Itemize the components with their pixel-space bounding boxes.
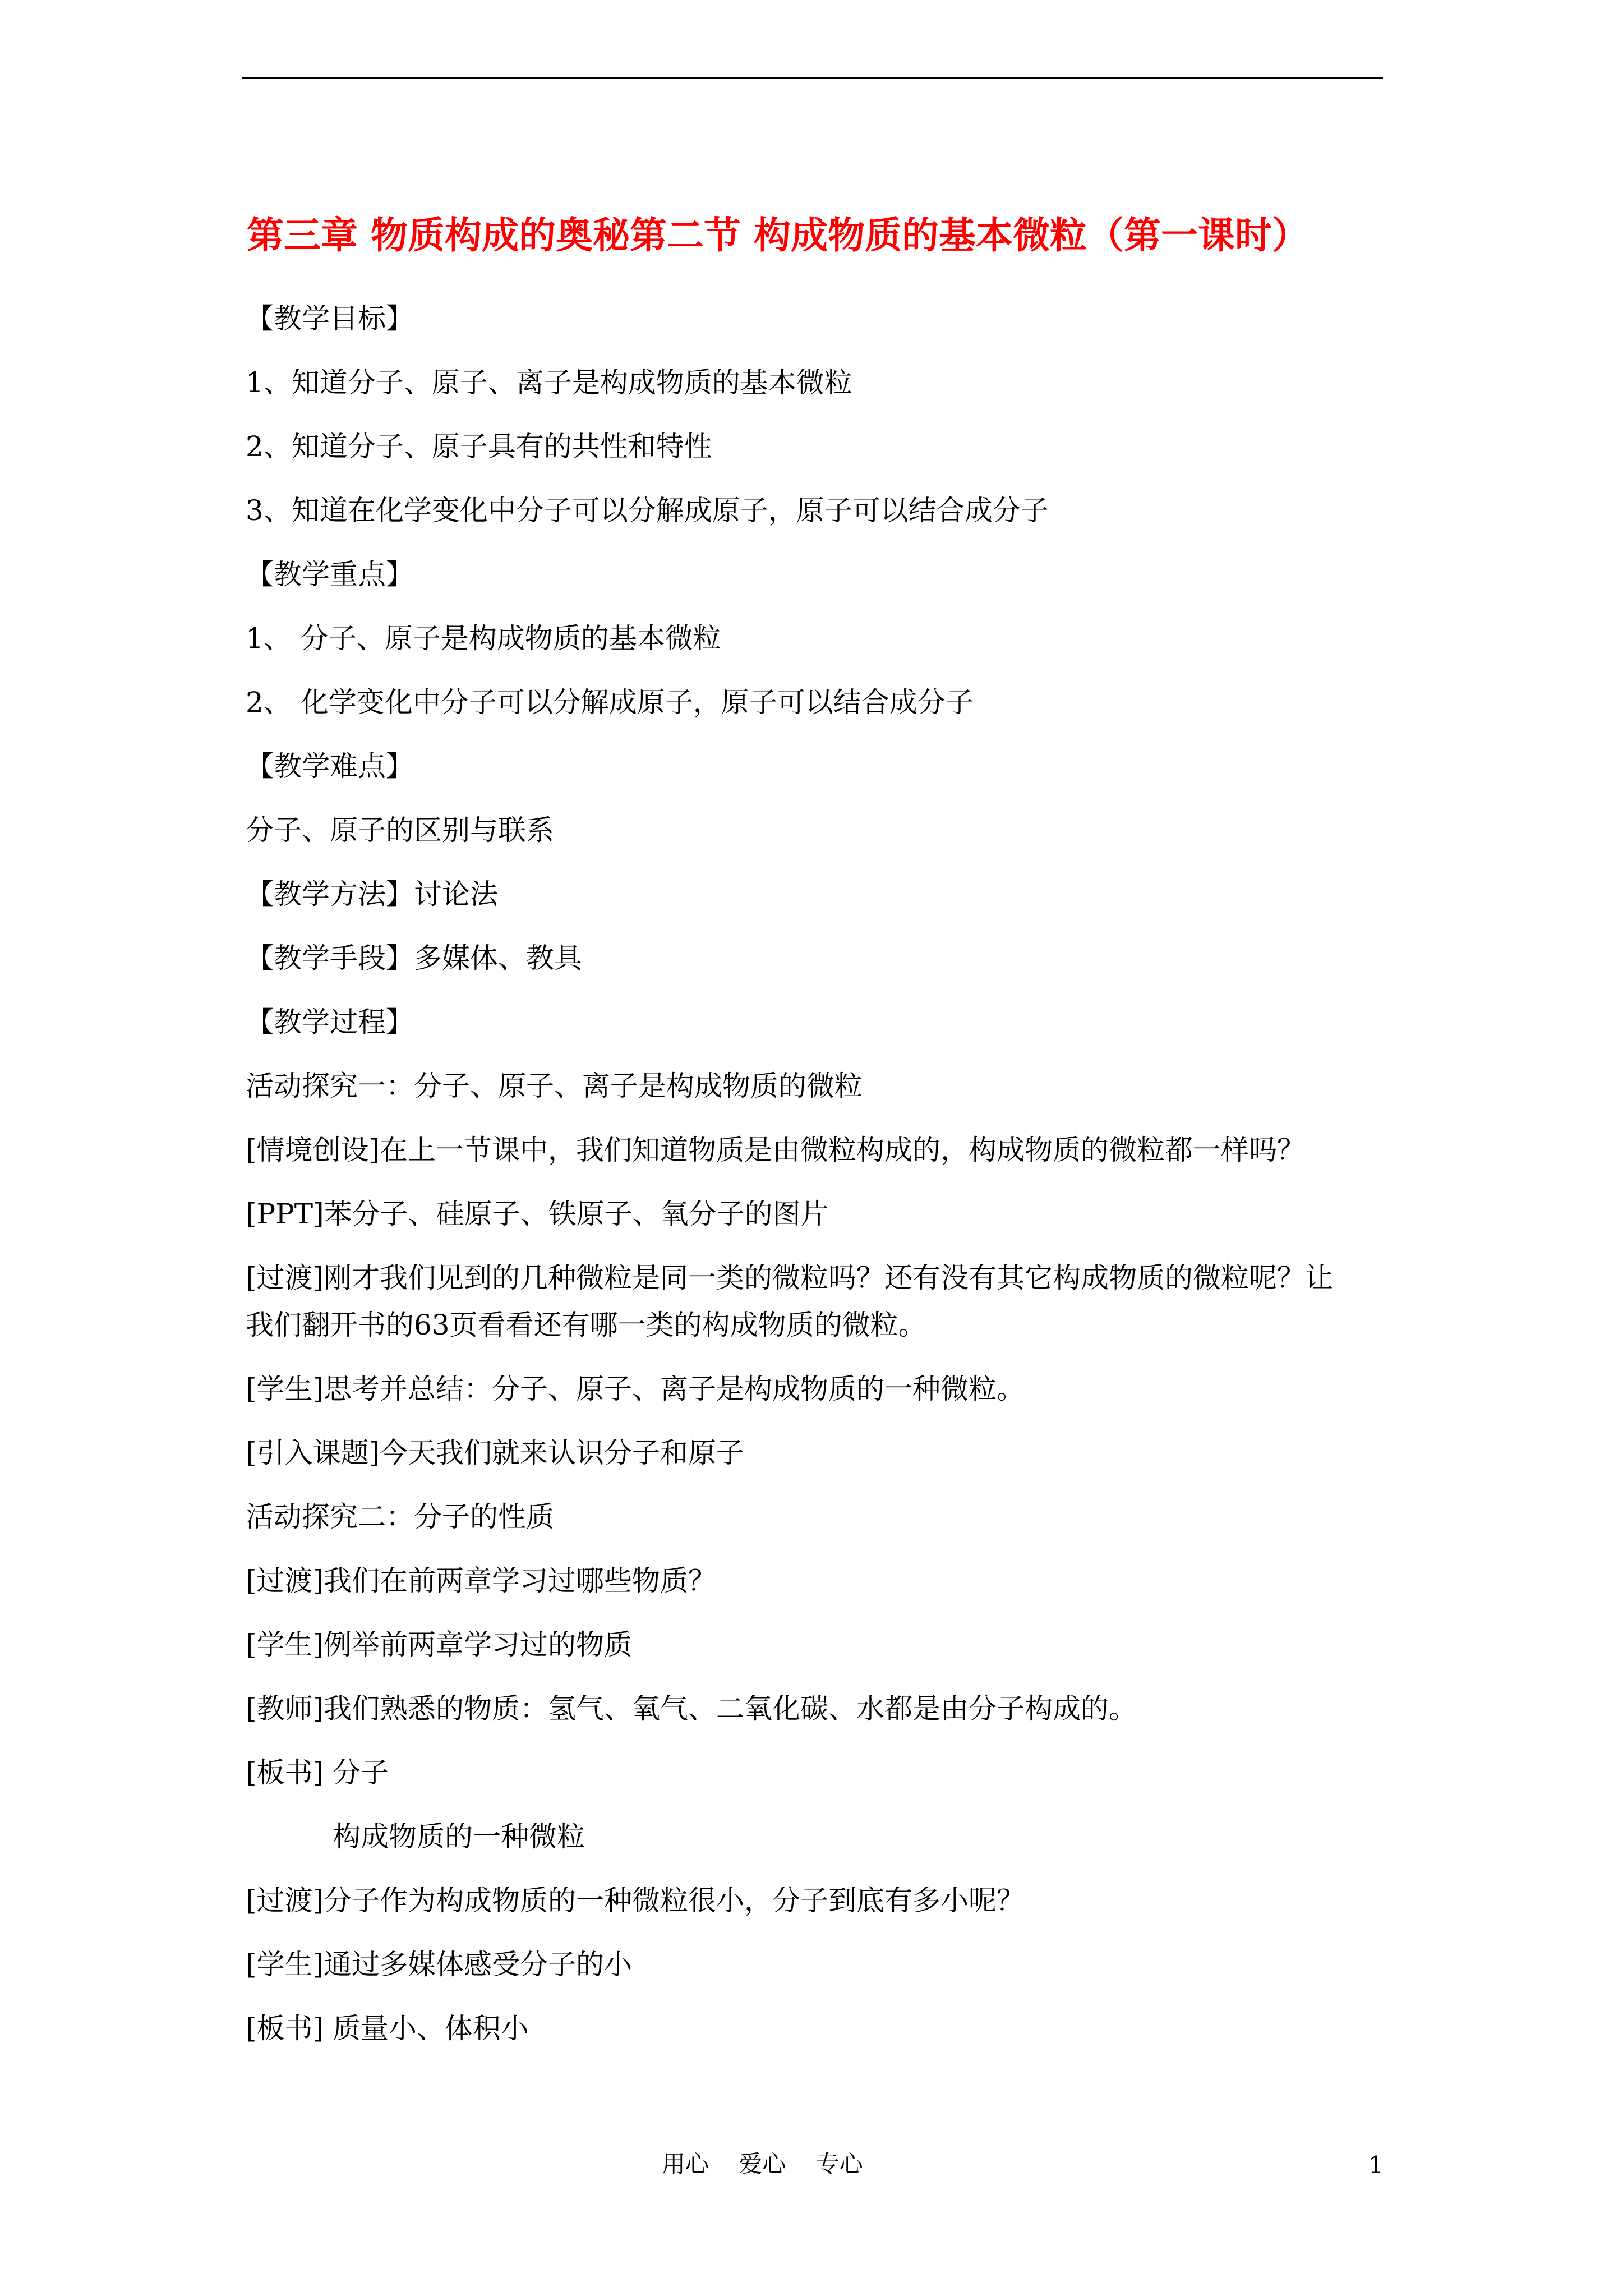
process-line: [过渡]分子作为构成物质的一种微粒很小，分子到底有多小呢？ [246, 1884, 1025, 1917]
key-point-item: 2、 化学变化中分子可以分解成原子，原子可以结合成分子 [246, 686, 974, 719]
section-heading-tools: 【教学手段】多媒体、教具 [246, 942, 582, 974]
process-line: [过渡]我们在前两章学习过哪些物质？ [246, 1565, 717, 1597]
document-title: 第三章 物质构成的奥秘第二节 构成物质的基本微粒（第一课时） [247, 214, 1309, 257]
objective-item: 2、知道分子、原子具有的共性和特性 [246, 430, 712, 463]
activity-heading: 活动探究二：分子的性质 [246, 1501, 554, 1533]
page-number: 1 [1368, 2151, 1384, 2179]
board-note: [板书] 分子 [246, 1756, 389, 1789]
section-heading-process: 【教学过程】 [246, 1006, 414, 1038]
section-heading-method: 【教学方法】讨论法 [246, 878, 498, 910]
process-line: [教师]我们熟悉的物质：氢气、氧气、二氧化碳、水都是由分子构成的。 [246, 1692, 1137, 1725]
process-line: [学生]例举前两章学习过的物质 [246, 1628, 633, 1661]
process-line: [PPT]苯分子、硅原子、铁原子、氧分子的图片 [246, 1198, 829, 1230]
board-note-indented: 构成物质的一种微粒 [333, 1820, 585, 1853]
process-line: [学生]通过多媒体感受分子的小 [246, 1948, 633, 1981]
process-line: [过渡]刚才我们见到的几种微粒是同一类的微粒吗？还有没有其它构成物质的微粒呢？让 [246, 1262, 1334, 1294]
section-heading-difficulties: 【教学难点】 [246, 750, 414, 783]
difficulty-item: 分子、原子的区别与联系 [246, 814, 554, 846]
footer-motto: 用心 爱心 专心 [662, 2150, 863, 2178]
activity-heading: 活动探究一：分子、原子、离子是构成物质的微粒 [246, 1070, 863, 1102]
process-line: [情境创设]在上一节课中，我们知道物质是由微粒构成的，构成物质的微粒都一样吗？ [246, 1134, 1306, 1166]
process-line-continued: 我们翻开书的63页看看还有哪一类的构成物质的微粒。 [246, 1309, 926, 1341]
board-note: [板书] 质量小、体积小 [246, 2012, 529, 2045]
section-heading-objectives: 【教学目标】 [246, 302, 414, 335]
objective-item: 1、知道分子、原子、离子是构成物质的基本微粒 [246, 366, 852, 399]
section-heading-key-points: 【教学重点】 [246, 558, 414, 591]
key-point-item: 1、 分子、原子是构成物质的基本微粒 [246, 622, 721, 655]
document-body [246, 287, 1390, 2060]
objective-item: 3、知道在化学变化中分子可以分解成原子，原子可以结合成分子 [246, 494, 1049, 527]
process-line: [学生]思考并总结：分子、原子、离子是构成物质的一种微粒。 [246, 1373, 1025, 1405]
header-rule [242, 77, 1383, 79]
process-line: [引入课题]今天我们就来认识分子和原子 [246, 1437, 745, 1469]
